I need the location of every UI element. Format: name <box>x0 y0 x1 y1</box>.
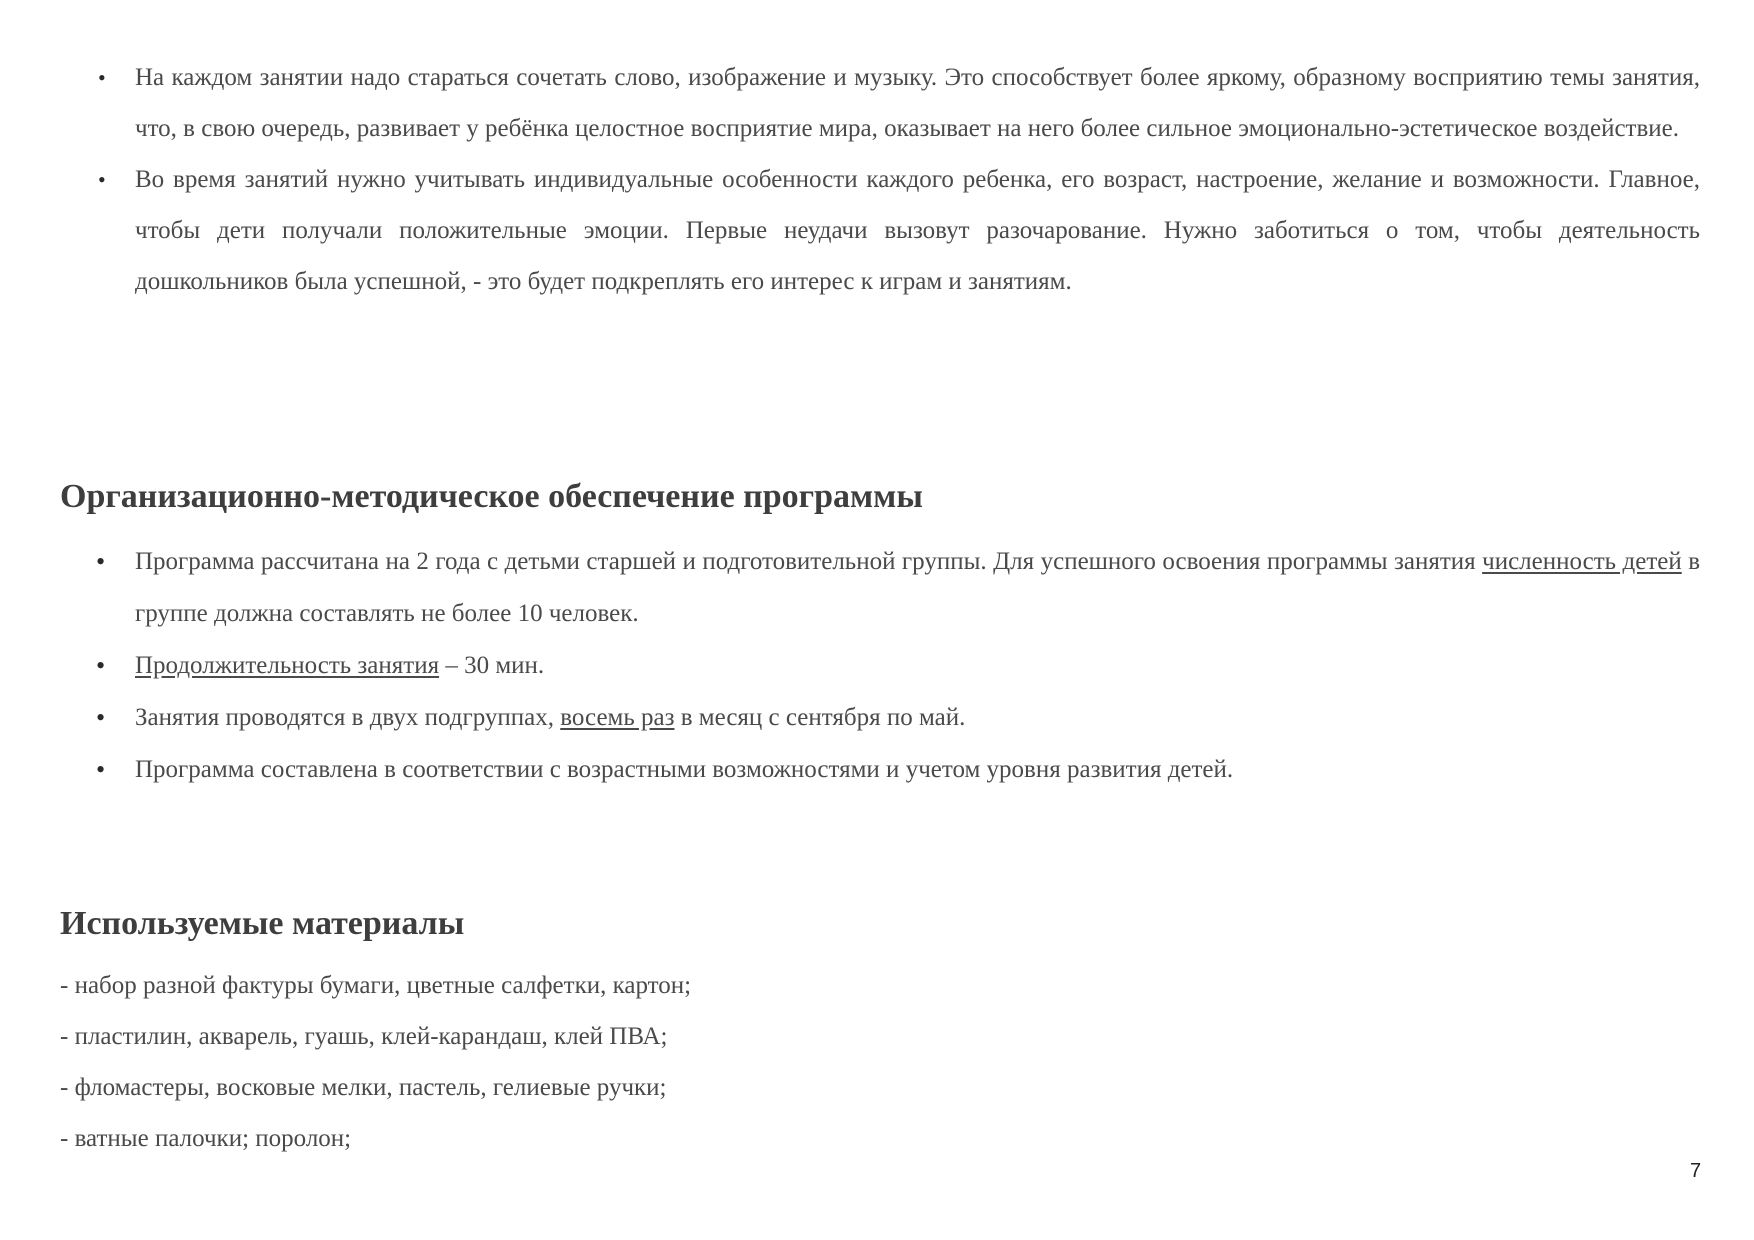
list-item-text-before: Программа составлена в соответствии с возрастными возможностями и учетом уровня развития детей. <box>135 756 1234 783</box>
material-item: - пластилин, акварель, гуашь, клей-карандаш, клей ПВА; <box>60 1023 668 1050</box>
list-item-text: На каждом занятии надо стараться сочетать слово, изображение и музыку. Это способствует более яркому, образному восприятию темы занятия, что, в свою очередь, развивает у ребёнка целостное восприятие мира, оказывает на него более сильное эмоционально-эстетическое воздействие. <box>135 64 1700 142</box>
list-item <box>60 52 1700 154</box>
list-item-text: Во время занятий нужно учитывать индивидуальные особенности каждого ребенка, его возраст, настроение, желание и возможности. Главное, чтобы дети получали положительные эмоции. Первые неудачи вызовут разочарование. Нужно заботиться о том, чтобы деятельность дошкольников была успешной, - это будет подкреплять его интерес к играм и занятиям. <box>135 166 1700 295</box>
list-item-text-before: Занятия проводятся в двух подгруппах, <box>135 704 561 731</box>
list-item <box>60 536 1700 640</box>
underlined-phrase: Продолжительность занятия <box>135 652 440 679</box>
list-item <box>60 640 1700 692</box>
list-item <box>60 154 1700 307</box>
underlined-phrase: численность детей <box>1482 548 1682 575</box>
materials-list <box>60 960 691 1164</box>
bullet-icon: • <box>98 167 106 192</box>
intro-bullet-list <box>60 52 1700 307</box>
list-item-text-after: в группе должна составлять не более 10 человек. <box>135 548 1701 627</box>
list-item-text-after: в месяц с сентября по май. <box>674 704 966 731</box>
list-item <box>60 692 1700 744</box>
section-heading-materials: Используемые материалы <box>60 905 465 942</box>
bullet-icon: • <box>98 65 106 90</box>
bullet-icon: • <box>96 651 106 680</box>
organization-bullet-list <box>60 536 1700 796</box>
material-item: - фломастеры, восковые мелки, пастель, гелиевые ручки; <box>60 1074 667 1101</box>
section-heading-organization: Организационно-методическое обеспечение программы <box>60 478 923 515</box>
bullet-icon: • <box>96 703 106 732</box>
list-item <box>60 744 1700 796</box>
list-item-text-after: – 30 мин. <box>439 652 545 679</box>
bullet-icon: • <box>96 755 106 784</box>
bullet-icon: • <box>96 547 106 576</box>
page-number: 7 <box>1690 1160 1702 1182</box>
list-item-text-before: Программа рассчитана на 2 года с детьми старшей и подготовительной группы. Для успешного освоения программы занятия <box>135 548 1483 575</box>
material-item: - ватные палочки; поролон; <box>60 1125 352 1152</box>
material-item: - набор разной фактуры бумаги, цветные салфетки, картон; <box>60 972 692 999</box>
underlined-phrase: восемь раз <box>560 704 675 731</box>
